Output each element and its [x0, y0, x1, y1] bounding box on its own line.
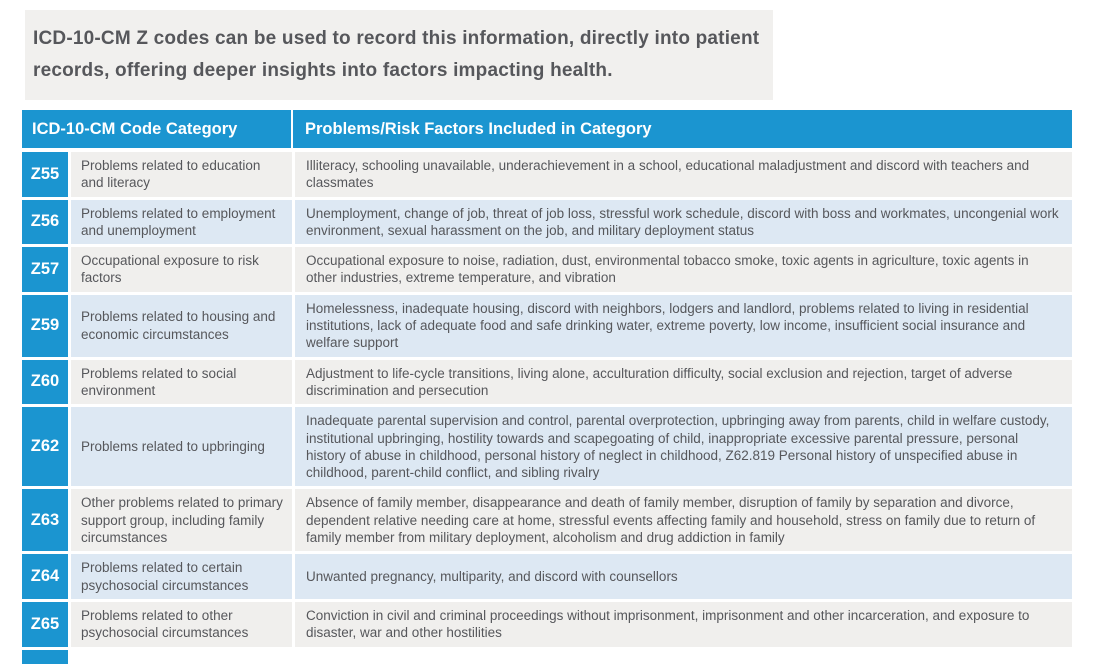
factors-cell: Unwanted pregnancy, multiparity, and discord with counsellors: [295, 554, 1072, 599]
category-cell: Problems related to housing and economic circumstances: [71, 295, 292, 357]
factors-cell: Inadequate parental supervision and control, parental overprotection, upbringing away from parents, child in welfare custody, institutional upbringing, hostility towards and scapegoating of child, inappropriate excessive parental pressure, personal history of abuse in childhood, personal history of neglect in childhood, Z62.819 Personal history of unspecified abuse in childhood, parent-child conflict, and sibling rivalry: [295, 407, 1072, 486]
code-cell: Z57: [22, 247, 68, 292]
category-cell: Occupational exposure to risk factors: [71, 247, 292, 292]
factors-cell: Homelessness, inadequate housing, discord with neighbors, lodgers and landlord, problems related to living in residential institutions, lack of adequate food and safe drinking water, extreme poverty, low income, insufficient social insurance and welfare support: [295, 295, 1072, 357]
category-cell: Problems related to certain psychosocial circumstances: [71, 554, 292, 599]
next-row-partial: [22, 650, 1072, 664]
category-cell: Problems related to upbringing: [71, 407, 292, 486]
table-row: [22, 602, 1072, 647]
category-cell: Problems related to social environment: [71, 360, 292, 405]
table-row: [22, 200, 1072, 245]
table-row: [22, 407, 1072, 486]
code-cell: Z59: [22, 295, 68, 357]
code-cell: Z65: [22, 602, 68, 647]
category-cell: Problems related to education and literacy: [71, 152, 292, 197]
table-row: [22, 152, 1072, 197]
factors-cell: Conviction in civil and criminal proceedings without imprisonment, imprisonment and other incarceration, and exposure to disaster, war and other hostilities: [295, 602, 1072, 647]
zcode-table: [22, 110, 1072, 664]
factors-cell: Occupational exposure to noise, radiation, dust, environmental tobacco smoke, toxic agents in agriculture, toxic agents in other industries, extreme temperature, and vibration: [295, 247, 1072, 292]
table-row: [22, 360, 1072, 405]
code-cell: Z63: [22, 489, 68, 551]
table-row: [22, 247, 1072, 292]
intro-text: ICD-10-CM Z codes can be used to record this information, directly into patient records, offering deeper insights into factors impacting health.: [25, 10, 773, 100]
table-body: [22, 152, 1072, 647]
table-row: [22, 554, 1072, 599]
table-header-risk-factors: Problems/Risk Factors Included in Category: [305, 119, 652, 138]
factors-cell: Adjustment to life-cycle transitions, living alone, acculturation difficulty, social exclusion and rejection, target of adverse discrimination and persecution: [295, 360, 1072, 405]
next-row-code-cell-partial: [22, 650, 68, 664]
category-cell: Other problems related to primary support group, including family circumstances: [71, 489, 292, 551]
factors-cell: Unemployment, change of job, threat of job loss, stressful work schedule, discord with boss and workmates, uncongenial work environment, sexual harassment on the job, and military deployment status: [295, 200, 1072, 245]
table-header-row: [22, 110, 1072, 148]
category-cell: Problems related to other psychosocial circumstances: [71, 602, 292, 647]
factors-cell: Illiteracy, schooling unavailable, underachievement in a school, educational maladjustment and discord with teachers and classmates: [295, 152, 1072, 197]
code-cell: Z56: [22, 200, 68, 245]
code-cell: Z60: [22, 360, 68, 405]
category-cell: Problems related to employment and unemployment: [71, 200, 292, 245]
table-header-code-category: ICD-10-CM Code Category: [22, 110, 293, 148]
table-row: [22, 295, 1072, 357]
code-cell: Z64: [22, 554, 68, 599]
code-cell: Z55: [22, 152, 68, 197]
factors-cell: Absence of family member, disappearance and death of family member, disruption of family by separation and divorce, dependent relative needing care at home, stressful events affecting family and household, stress on family due to return of family member from military deployment, alcoholism and drug addiction in family: [295, 489, 1072, 551]
code-cell: Z62: [22, 407, 68, 486]
table-row: [22, 489, 1072, 551]
